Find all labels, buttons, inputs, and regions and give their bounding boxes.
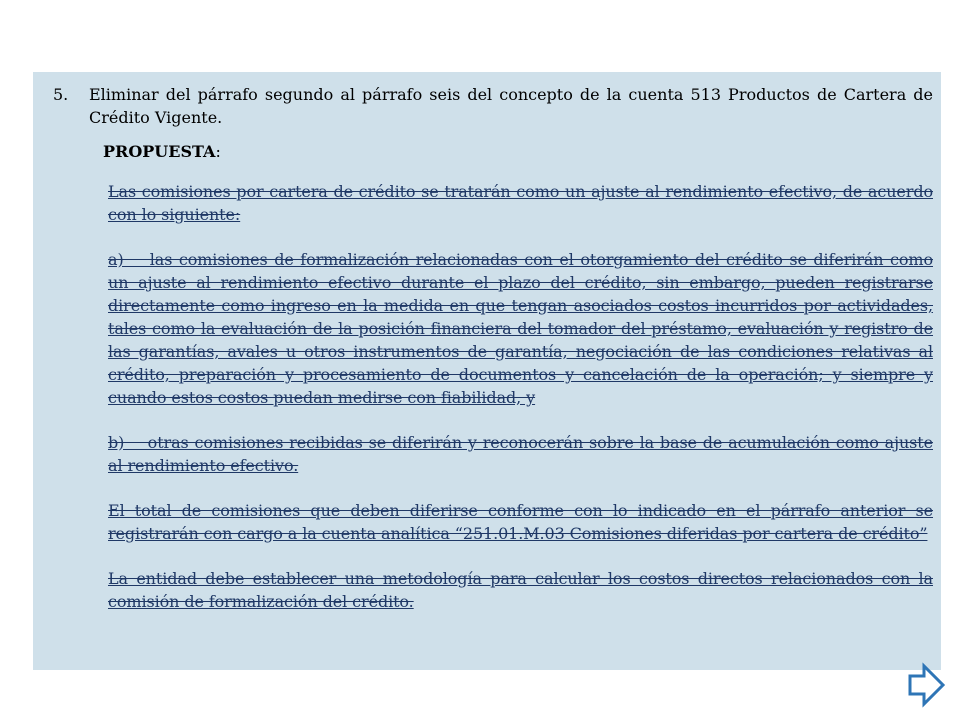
item-number: 5. [53,85,69,104]
struck-paragraph-total: El total de comisiones que deben diferirse conforme con lo indicado en el párrafo anterior se registrarán con cargo a la cuenta analítica “251.01.M.03 Comisiones diferidas por cartera de crédito” [108,501,933,543]
item-text: Eliminar del párrafo segundo al párrafo seis del concepto de la cuenta 513 Productos de Cartera de Crédito Vigente. [89,85,933,127]
proposal-heading [103,140,933,163]
next-arrow-graphic [906,662,946,708]
struck-paragraph-intro: Las comisiones por cartera de crédito se tratarán como un ajuste al rendimiento efectivo, de acuerdo con lo siguiente: [108,182,933,224]
proposal-heading-colon: : [215,142,221,161]
proposal-heading-text: PROPUESTA [103,142,216,161]
numbered-item [53,83,933,129]
next-arrow-icon[interactable] [906,662,946,708]
content-panel [33,72,941,670]
struck-paragraph-b: b) otras comisiones recibidas se diferirán y reconocerán sobre la base de acumulación como ajuste al rendimiento efectivo. [108,433,933,475]
struck-paragraph-methodology: La entidad debe establecer una metodología para calcular los costos directos relacionados con la comisión de formalización del crédito. [108,569,933,611]
struck-paragraph-a: a) las comisiones de formalización relacionadas con el otorgamiento del crédito se diferirán como un ajuste al rendimiento efectivo durante el plazo del crédito, sin embargo, pueden registrarse directamente como ingreso en la medida en que tengan asociados costos incurridos por actividades, tales como la evaluación de la posición financiera del tomador del préstamo, evaluación y registro de las garantías, avales u otros instrumentos de garantía, negociación de las condiciones relativas al crédito, preparación y procesamiento de documentos y cancelación de la operación; y siempre y cuando estos costos puedan medirse con fiabilidad, y [108,250,933,407]
